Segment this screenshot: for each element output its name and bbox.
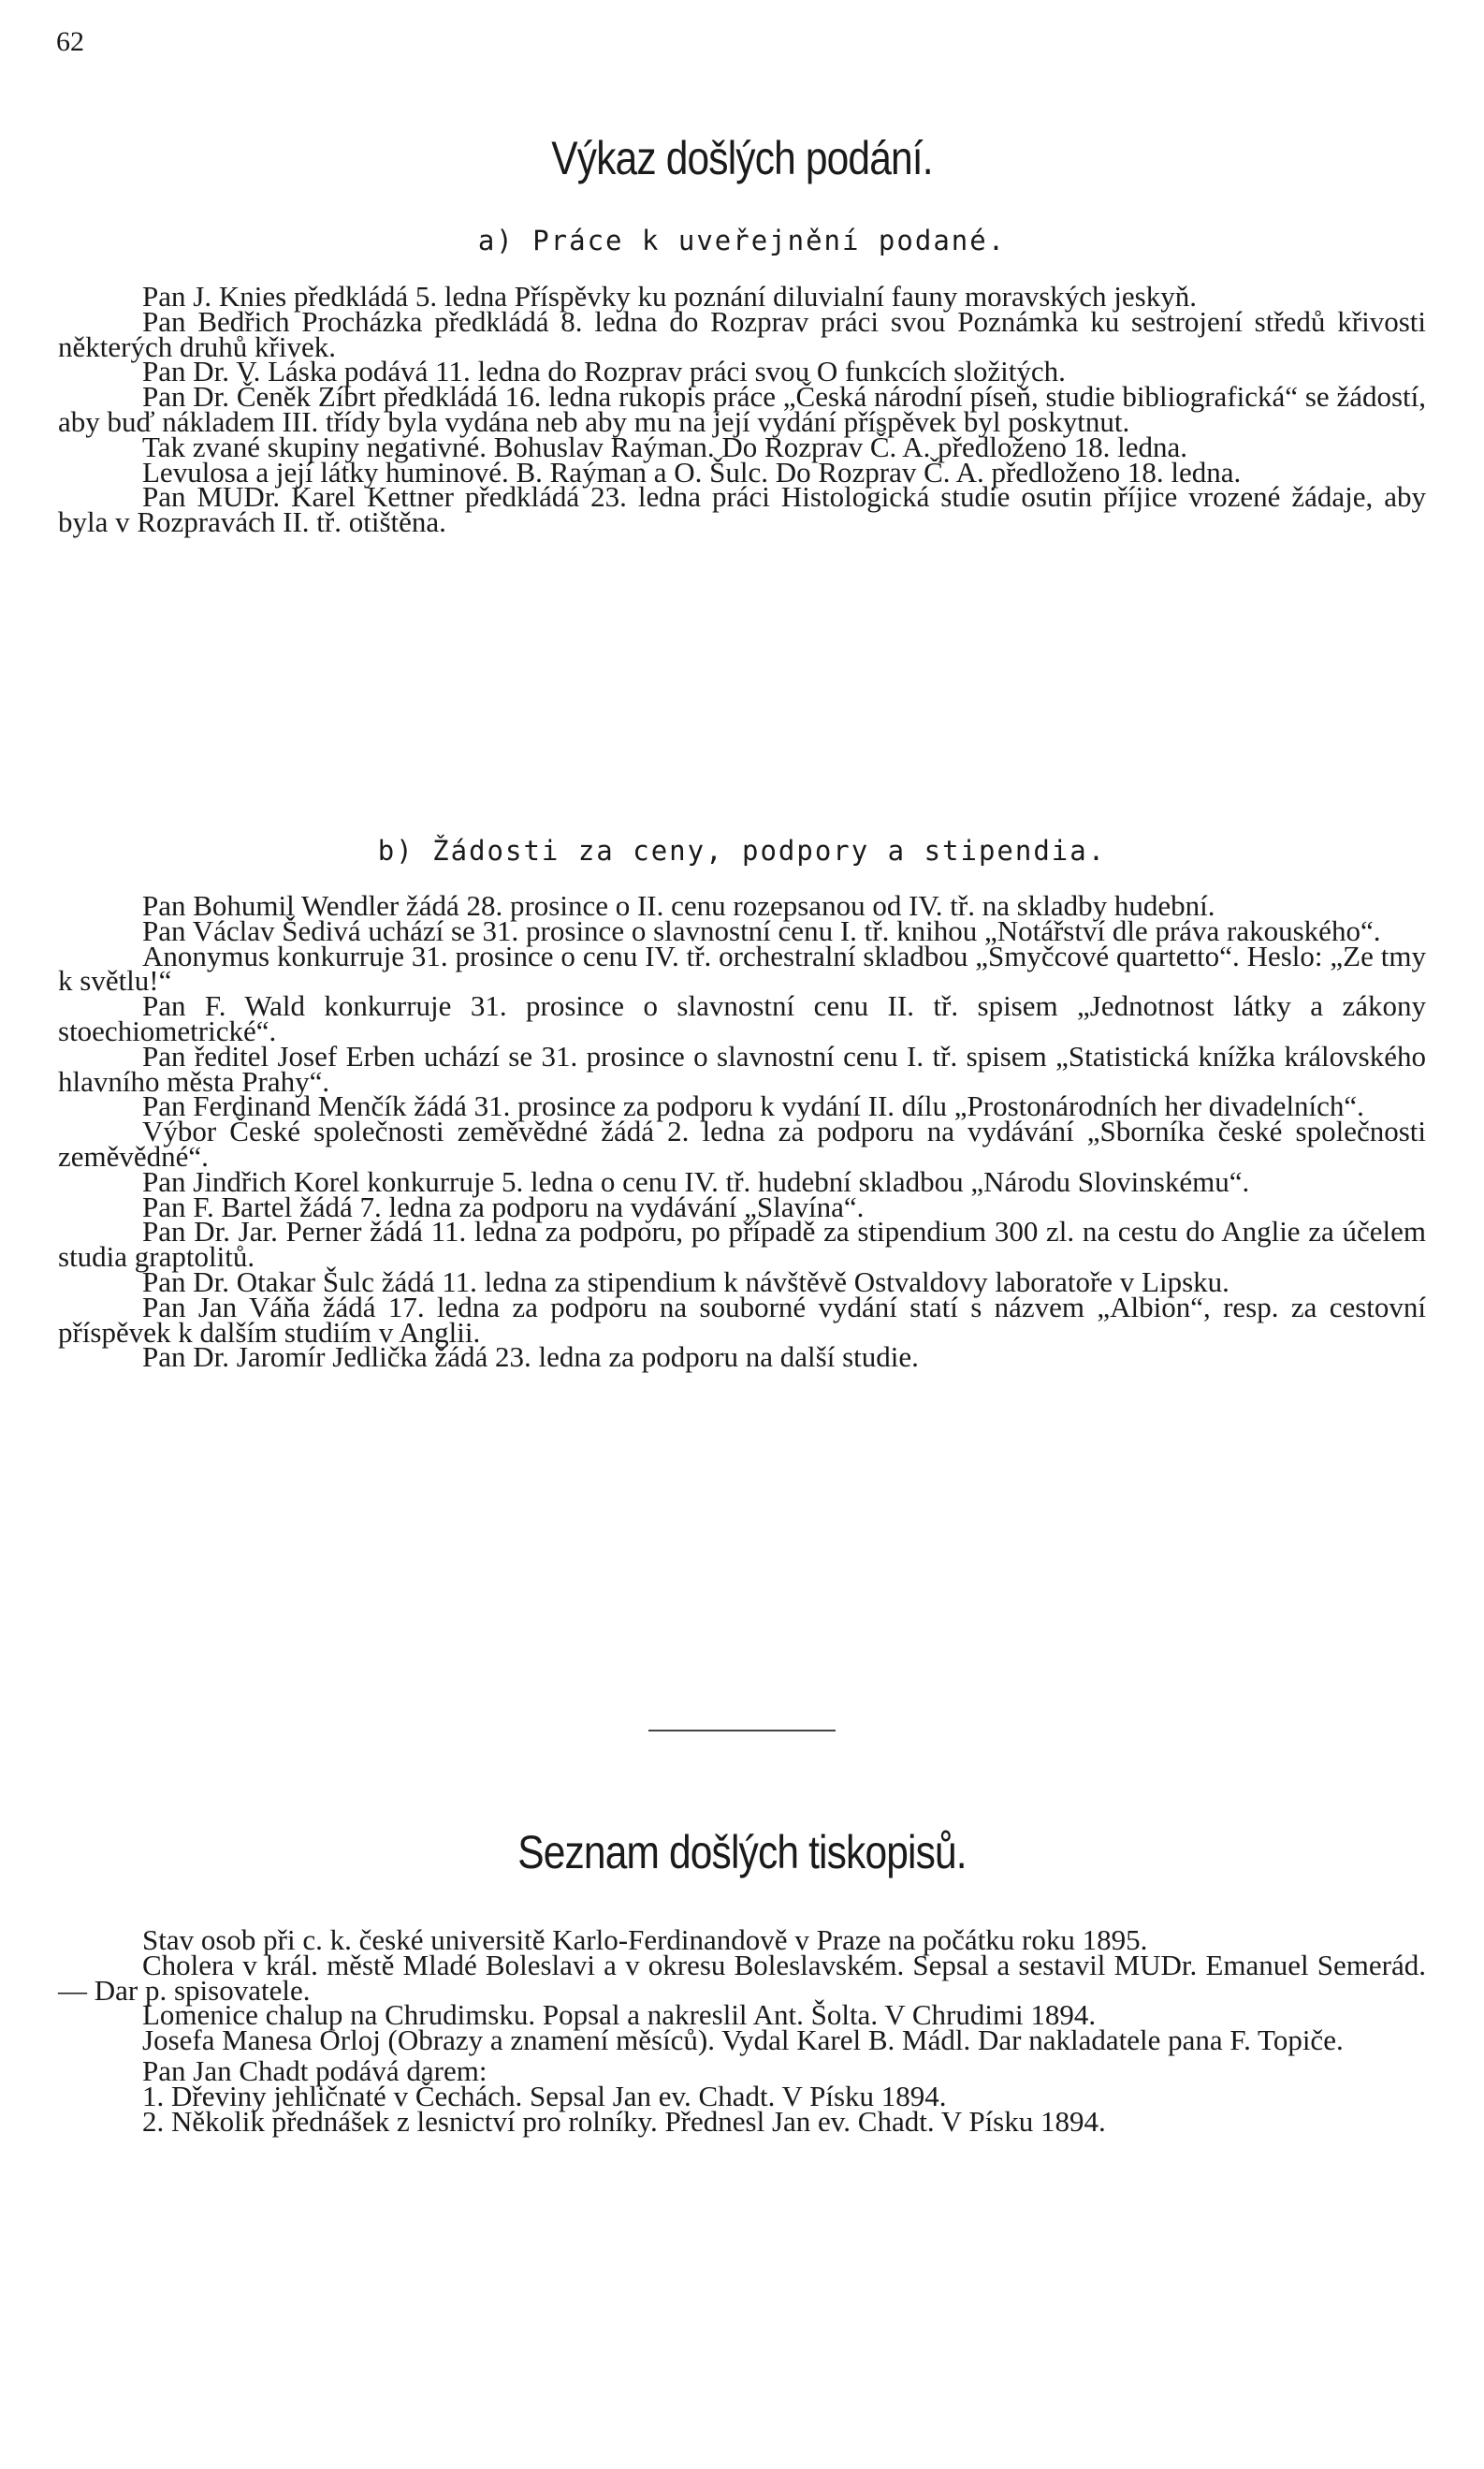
page-number: 62 <box>56 26 84 57</box>
list-item: Cholera v král. městě Mladé Boleslavi a v okresu Boleslavském. Sepsal a sestavil MUDr. Emanuel Semerád. — Dar p. spisovatele. <box>58 1948 1426 2007</box>
entries-list-a <box>58 280 1426 539</box>
list-item: Pan ředitel Josef Erben uchází se 31. prosince o slavnostní cenu I. tř. spisem „Statistická knížka královského hlavního města Prahy“. <box>58 1039 1426 1098</box>
subsection-heading-a: a) Práce k uveřejnění podané. <box>477 225 1007 256</box>
entries-list-b <box>58 889 1426 1374</box>
list-item: Pan J. Knies předkládá 5. ledna Příspěvky ku poznání diluvialní fauny moravských jeskyň. <box>142 280 1197 313</box>
list-item: Stav osob při c. k. české universitě Karlo-Ferdinandově v Praze na počátku roku 1895. <box>142 1923 1148 1956</box>
list-item: Pan Jindřich Korel konkurruje 5. ledna o cenu IV. tř. hudební skladbou „Národu Slovinskému“. <box>142 1164 1250 1198</box>
list-item: Pan Dr. Čeněk Zíbrt předkládá 16. ledna rukopis práce „Česká národní píseň, studie bibliografická“ se žádostí, aby buď nákladem III. třídy byla vydána neb aby mu na její vydání příspěvek byl poskytnut. <box>58 380 1426 438</box>
list-item: Pan Dr. Jar. Perner žádá 11. ledna za podporu, po případě za stipendium 300 zl. na cestu do Anglie za účelem studia graptolitů. <box>58 1215 1426 1274</box>
list-item: Levulosa a její látky huminové. B. Raýman a O. Šulc. Do Rozprav Č. A. předloženo 18. ledna. <box>142 455 1242 489</box>
entries-list-tiskopisy <box>58 1923 1426 2138</box>
list-item: Tak zvané skupiny negativné. Bohuslav Raýman. Do Rozprav Č. A. předloženo 18. ledna. <box>142 430 1188 463</box>
list-item: Pan MUDr. Karel Kettner předkládá 23. ledna práci Histologická studie osutin příjice vrozené žádaje, aby byla v Rozpravách II. tř. otištěna. <box>58 480 1426 539</box>
list-item: Pan F. Wald konkurruje 31. prosince o slavnostní cenu II. tř. spisem „Jednotnost látky a zákony stoechiometrické“. <box>58 989 1426 1047</box>
list-item: 2. Několik přednášek z lesnictví pro rolníky. Přednesl Jan ev. Chadt. V Písku 1894. <box>142 2104 1106 2138</box>
section-title-seznam: Seznam došlých tiskopisů. <box>517 1826 967 1878</box>
list-item: Josefa Manesa Orloj (Obrazy a znamení měsíců). Vydal Karel B. Mádl. Dar nakladatele pana F. Topiče. <box>142 2023 1344 2057</box>
section-title-vykaz: Výkaz došlých podání. <box>551 132 933 184</box>
list-item: Pan Dr. Otakar Šulc žádá 11. ledna za stipendium k návštěvě Ostvaldovy laboratoře v Lipsku. <box>142 1264 1229 1298</box>
list-item: Lomenice chalup na Chrudimsku. Popsal a nakreslil Ant. Šolta. V Chrudimi 1894. <box>142 1998 1097 2032</box>
subsection-heading-b: b) Žádosti za ceny, podpory a stipendia. <box>377 835 1107 867</box>
list-item: Pan Jan Váňa žádá 17. ledna za podporu na souborné vydání statí s názvem „Albion“, resp. za cestovní příspěvek k dalším studiím v Anglii. <box>58 1290 1426 1349</box>
list-item: Anonymus konkurruje 31. prosince o cenu IV. tř. orchestralní skladbou „Smyčcové quartetto“. Heslo: „Ze tmy k světlu!“ <box>58 939 1426 998</box>
list-item: 1. Dřeviny jehličnaté v Čechách. Sepsal Jan ev. Chadt. V Písku 1894. <box>142 2079 947 2112</box>
list-item: Pan Bedřich Procházka předkládá 8. ledna do Rozprav práci svou Poznámka ku sestrojení středů křivosti některých druhů křivek. <box>58 304 1426 363</box>
list-item: Pan Jan Chadt podává darem: <box>142 2053 487 2087</box>
list-item: Pan Bohumil Wendler žádá 28. prosince o II. cenu rozepsanou od IV. tř. na skladby hudební. <box>142 889 1215 922</box>
list-item: Výbor České společnosti zeměvědné žádá 2. ledna za podporu na vydávání „Sborníka české společnosti zeměvědné“. <box>58 1115 1426 1173</box>
section-divider <box>648 1730 836 1731</box>
list-item: Pan Václav Šedivá uchází se 31. prosince o slavnostní cenu I. tř. knihou „Notářství dle práva rakouského“. <box>142 913 1381 947</box>
list-item: Pan Dr. V. Láska podává 11. ledna do Rozprav práci svou O funkcích složitých. <box>142 355 1066 388</box>
list-item: Pan Ferdinand Menčík žádá 31. prosince za podporu k vydání II. dílu „Prostonárodních her divadelních“. <box>142 1089 1364 1123</box>
list-item: Pan F. Bartel žádá 7. ledna za podporu na vydávání „Slavína“. <box>142 1190 865 1223</box>
list-item: Pan Dr. Jaromír Jedlička žádá 23. ledna za podporu na další studie. <box>142 1340 919 1374</box>
